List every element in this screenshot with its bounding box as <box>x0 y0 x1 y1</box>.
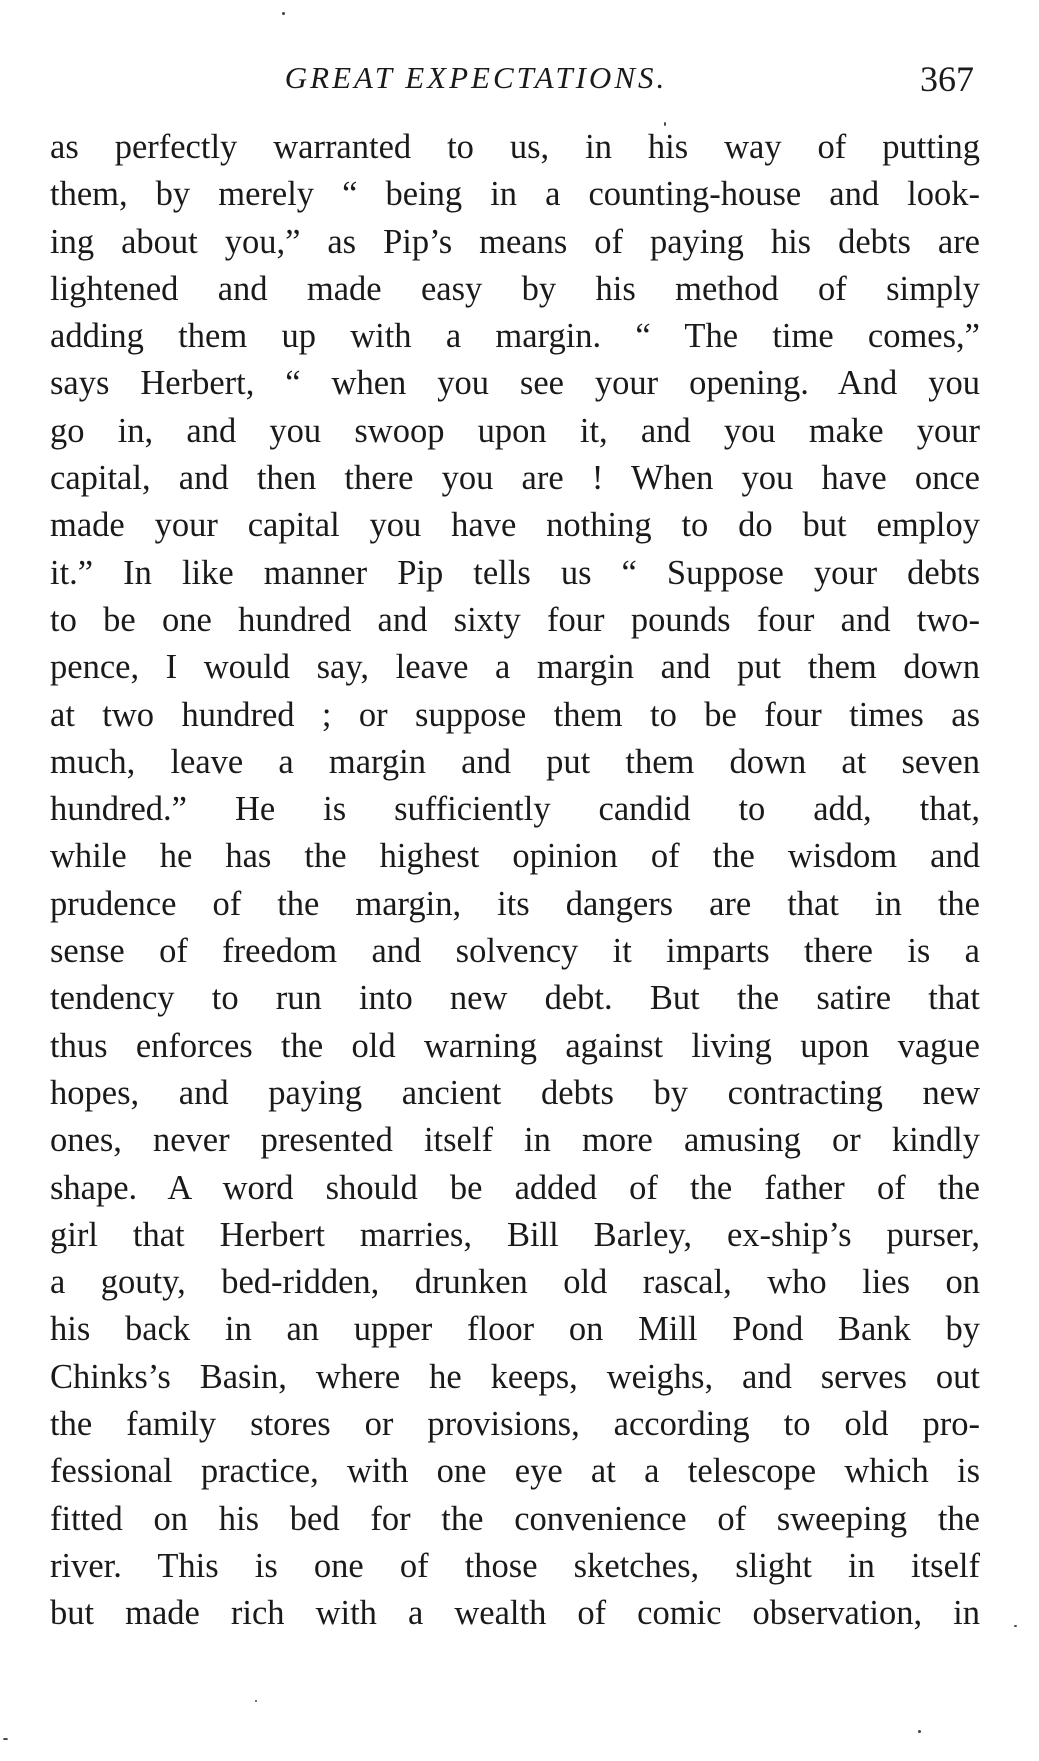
text-line: as perfectly warranted to us, in his way of putting <box>50 128 980 166</box>
text-line: river. This is one of those sketches, slight in itself <box>50 1546 980 1585</box>
text-line: ing about you,” as Pip’s means of paying his debts are <box>50 222 980 261</box>
text-line: fessional practice, with one eye at a telescope which is <box>50 1452 980 1491</box>
text-line: made your capital you have nothing to do but employ <box>50 506 980 545</box>
text-line: hundred.” He is sufficiently candid to add, that, <box>50 790 980 829</box>
page-number: 367 <box>920 59 974 99</box>
text-line: at two hundred ; or suppose them to be four times as <box>50 695 980 734</box>
text-line: to be one hundred and sixty four pounds four and two- <box>50 600 980 639</box>
text-line: while he has the highest opinion of the wisdom and <box>50 837 980 876</box>
text-line: shape. A word should be added of the father of the <box>50 1168 980 1207</box>
scan-speck <box>1014 1625 1017 1627</box>
text-line: says Herbert, “ when you see your opening. And you <box>50 364 980 403</box>
text-line: go in, and you swoop upon it, and you make your <box>50 411 980 450</box>
text-line: fitted on his bed for the convenience of sweeping the <box>50 1499 980 1538</box>
scan-speck <box>3 1738 8 1740</box>
text-line: ones, never presented itself in more amusing or kindly <box>50 1121 980 1160</box>
running-title: GREAT EXPECTATIONS. <box>284 60 668 95</box>
text-line: hopes, and paying ancient debts by contracting new <box>50 1073 980 1112</box>
text-line: them, by merely “ being in a counting-house and look- <box>50 175 980 214</box>
text-line: pence, I would say, leave a margin and put them down <box>50 648 980 687</box>
text-line: sense of freedom and solvency it imparts there is a <box>50 932 980 971</box>
text-line: tendency to run into new debt. But the satire that <box>50 979 980 1018</box>
scan-speck <box>282 12 285 15</box>
text-line: the family stores or provisions, according to old pro- <box>50 1405 980 1444</box>
text-line: it.” In like manner Pip tells us “ Suppose your debts <box>50 553 980 592</box>
scan-speck <box>918 1730 921 1733</box>
text-line: adding them up with a margin. “ The time comes,” <box>50 317 980 356</box>
text-line: Chinks’s Basin, where he keeps, weighs, and serves out <box>50 1357 980 1396</box>
body-text <box>50 124 980 1638</box>
text-line: girl that Herbert marries, Bill Barley, ex-ship’s purser, <box>50 1215 980 1254</box>
text-line: his back in an upper floor on Mill Pond Bank by <box>50 1310 980 1349</box>
text-line: lightened and made easy by his method of simply <box>50 269 980 308</box>
text-line: but made rich with a wealth of comic observation, in <box>50 1594 980 1633</box>
text-line: a gouty, bed-ridden, drunken old rascal, who lies on <box>50 1263 980 1302</box>
text-line: much, leave a margin and put them down at seven <box>50 742 980 781</box>
scan-speck <box>255 1700 257 1702</box>
text-line: prudence of the margin, its dangers are that in the <box>50 884 980 923</box>
running-head <box>48 58 974 102</box>
text-line: thus enforces the old warning against living upon vague <box>50 1026 980 1065</box>
scan-speck <box>664 122 666 126</box>
text-line: capital, and then there you are ! When you have once <box>50 459 980 498</box>
